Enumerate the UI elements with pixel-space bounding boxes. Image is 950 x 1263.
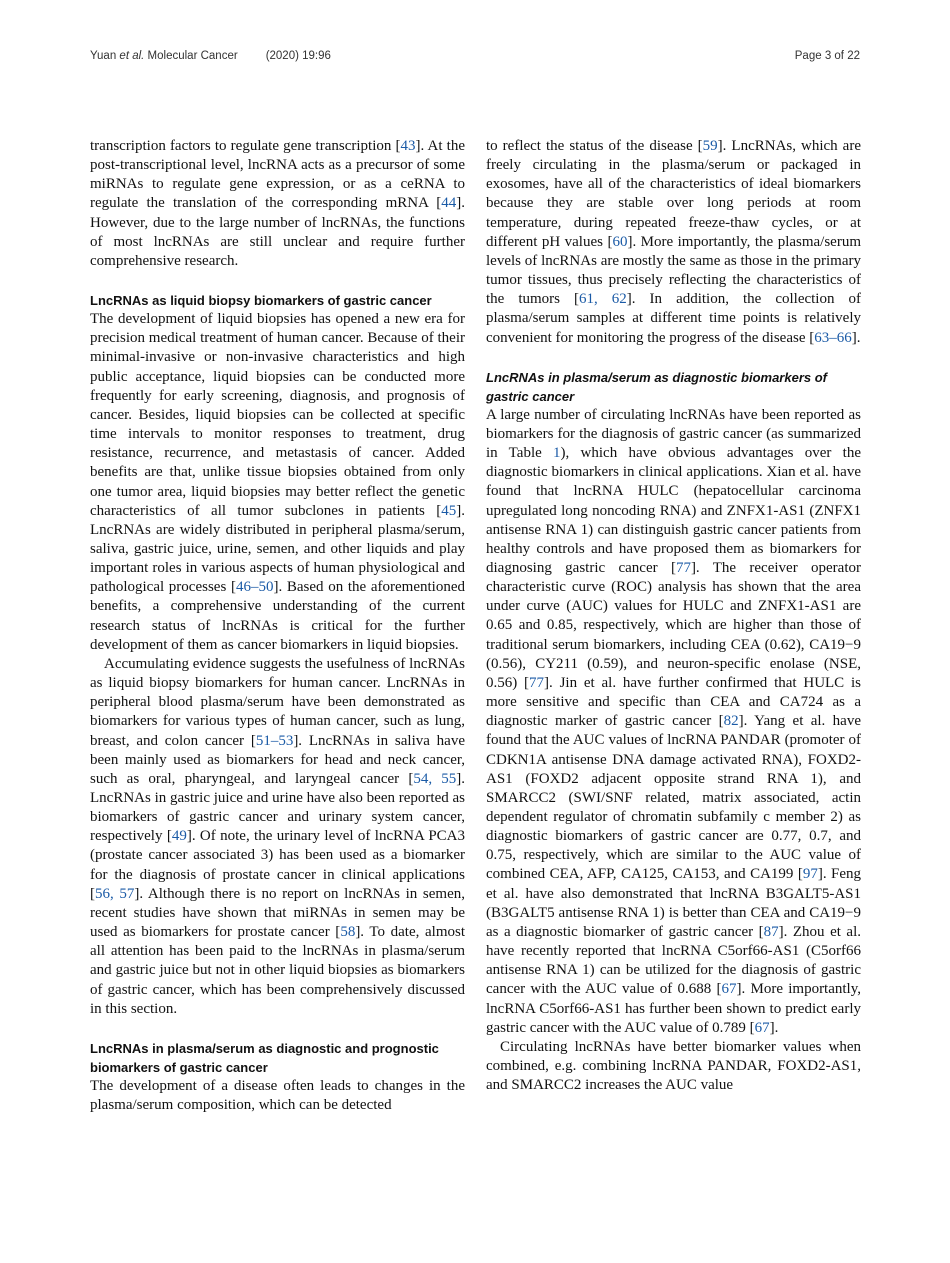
citation-link[interactable]: 56, 57 bbox=[95, 885, 135, 902]
citation-link[interactable]: 77 bbox=[675, 559, 691, 576]
paragraph: to reflect the status of the disease [59]. LncRNAs, which are freely circulating in the plasma/serum or packaged in exosomes, have all of the characteristics of ideal biomarkers because they are stable over long periods at room temperature, during repeated freeze-thaw cycles, or at different pH values [60]. More importantly, the plasma/serum levels of lncRNAs are mostly the same as those in the primary tumor tissues, thus precisely reflecting the characteristics of the tumors [61, 62]. In addition, the collection of plasma/serum samples at different time points is relatively convenient for monitoring the progress of the disease [63–66]. bbox=[486, 138, 862, 346]
citation-link[interactable]: 67 bbox=[721, 981, 737, 998]
header-authors: Yuan bbox=[90, 50, 120, 62]
citation-link[interactable]: 43 bbox=[400, 138, 416, 154]
section-heading: LncRNAs as liquid biopsy biomarkers of gastric cancer bbox=[90, 293, 432, 309]
citation-link[interactable]: 51–53 bbox=[255, 732, 294, 749]
running-header bbox=[90, 50, 331, 62]
paragraph: A large number of circulating lncRNAs have been reported as biomarkers for the diagnosis of gastric cancer (as summarized in Table 1), which have obvious advantages over the diagnostic biomarkers in clinical applications. Xian et al. have found that lncRNA HULC (hepatocellular carcinoma upregulated long noncoding RNA) and ZNFX1-AS1 (ZNFX1 antisense RNA 1) can distinguish gastric cancer patients from healthy controls and have proposed them as biomarkers for diagnosing gastric cancer [77]. The receiver operator characteristic curve (ROC) analysis has shown that the area under curve (AUC) values for HULC and ZNFX1-AS1 are 0.65 and 0.85, respectively, which are higher than those of traditional serum biomarkers, including CEA (0.62), CA19−9 (0.56), CY211 (0.59), and neuron-specific enolase (NSE, 0.56) [77]. Jin et al. have further confirmed that HULC is more sensitive and specific than CEA and CA724 as a diagnostic marker of gastric cancer [82]. Yang et al. have found that the AUC values of lncRNA PANDAR (promoter of CDKN1A antisense DNA damage activated RNA), FOXD2-AS1 (FOXD2 adjacent opposite strand RNA 1), and SMARCC2 (SWI/SNF related, matrix associated, actin dependent regulator of chromatin subfamily c member 2) as diagnostic biomarkers of gastric cancer are 0.77, 0.7, and 0.75, respectively, which are similar to the AUC value of combined CEA, AFP, CA125, CA153, and CA199 [97]. Feng et al. have also demonstrated that lncRNA B3GALT5-AS1 (B3GALT5 antisense RNA 1) is better than CEA and CA19−9 as a diagnostic biomarker of gastric cancer [87]. Zhou et al. have recently reported that lncRNA C5orf66-AS1 (C5orf66 antisense RNA 1) can be utilized for the diagnosis of gastric cancer with the AUC value of 0.688 [67]. More importantly, lncRNA C5orf66-AS1 has further been shown to predict early gastric cancer with the AUC value of 0.789 [67]. bbox=[486, 406, 862, 1036]
citation-link[interactable]: 49 bbox=[171, 828, 187, 845]
citation-link[interactable]: 97 bbox=[802, 866, 818, 883]
paragraph: transcription factors to regulate gene transcription [43]. At the post-transcriptional level, lncRNA acts as a precursor of some miRNAs to regulate gene expression, or as a ceRNA to regulate the translation of the corresponding mRNA [44]. However, due to the large number of lncRNAs, the functions of most lncRNAs are still unclear and require further comprehensive research. bbox=[90, 138, 466, 269]
citation-link[interactable]: 59 bbox=[702, 138, 718, 154]
header-year-volume: (2020) 19:96 bbox=[265, 50, 331, 62]
subsection-heading: LncRNAs in plasma/serum as diagnostic biomarkers of gastric cancer bbox=[486, 369, 827, 404]
left-column bbox=[90, 137, 465, 1115]
citation-link[interactable]: 77 bbox=[529, 674, 545, 691]
right-column bbox=[486, 137, 861, 1095]
paragraph: Accumulating evidence suggests the usefulness of lncRNAs as liquid biopsy biomarkers for human cancer. LncRNAs in peripheral blood plasma/serum have been demonstrated as biomarkers for various types of human cancer, such as lung, breast, and colon cancer [51–53]. LncRNAs in saliva have been mainly used as biomarkers for head and neck cancer, such as oral, pharyngeal, and laryngeal cancer [54, 55]. LncRNAs in gastric juice and urine have also been reported as biomarkers of gastric cancer and urinary system cancer, respectively [49]. Of note, the urinary level of lncRNA PCA3 (prostate cancer associated 3) has been used as a biomarker for the diagnosis of prostate cancer in clinical applications [56, 57]. Although there is no report on lncRNAs in semen, recent studies have shown that miRNAs in semen may be used as biomarkers for prostate cancer [58]. To date, almost all attention has been paid to the lncRNAs in plasma/serum and gastric juice but not in other liquid biopsies as biomarkers of gastric cancer, which has been comprehensively discussed in this section. bbox=[90, 655, 466, 1017]
citation-link[interactable]: 87 bbox=[763, 923, 779, 940]
paragraph: Circulating lncRNAs have better biomarker values when combined, e.g. combining lncRNA PANDAR, FOXD2-AS1, and SMARCC2 increases the AUC value bbox=[486, 1038, 861, 1094]
citation-link[interactable]: 61, 62 bbox=[579, 291, 627, 308]
paragraph: The development of a disease often leads to changes in the plasma/serum composition, which can be detected bbox=[90, 1077, 465, 1114]
citation-link[interactable]: 54, 55 bbox=[413, 770, 457, 787]
header-journal: Molecular Cancer bbox=[144, 50, 238, 62]
citation-link[interactable]: 58 bbox=[340, 924, 356, 941]
citation-link[interactable]: 46–50 bbox=[235, 579, 274, 596]
citation-link[interactable]: 63–66 bbox=[814, 329, 852, 346]
citation-link[interactable]: 67 bbox=[754, 1019, 770, 1036]
table-link[interactable]: 1 bbox=[553, 445, 561, 462]
header-et-al: et al. bbox=[119, 50, 145, 62]
citation-link[interactable]: 60 bbox=[612, 233, 628, 250]
page-number: Page 3 of 22 bbox=[794, 50, 860, 62]
citation-link[interactable]: 82 bbox=[723, 713, 739, 730]
citation-link[interactable]: 45 bbox=[441, 502, 457, 519]
paragraph: The development of liquid biopsies has opened a new era for precision medical treatment of human cancer. Because of their minimal-invasive or non-invasive characteristics and high public acceptance, liquid biopsies can be conducted more frequently for early screening, diagnosis, and prognosis of cancer. Besides, liquid biopsies can be collected at specific time intervals to monitor responses to treatment, drug resistance, recurrence, and metastasis of cancer. Added benefits are that, unlike tissue biopsies obtained from only one tumor area, liquid biopsies may better reflect the genetic characteristics of all tumor subclones in patients [45]. LncRNAs are widely distributed in peripheral plasma/serum, saliva, gastric juice, urine, semen, and other liquids and play important roles in various aspects of human physiological and pathological processes [46–50]. Based on the aforementioned benefits, a comprehensive understanding of the current research status of lncRNAs is critical for the further development of them as cancer biomarkers in liquid biopsies. bbox=[90, 311, 465, 653]
section-heading: LncRNAs in plasma/serum as diagnostic and prognostic biomarkers of gastric cancer bbox=[90, 1040, 439, 1075]
citation-link[interactable]: 44 bbox=[441, 195, 457, 212]
